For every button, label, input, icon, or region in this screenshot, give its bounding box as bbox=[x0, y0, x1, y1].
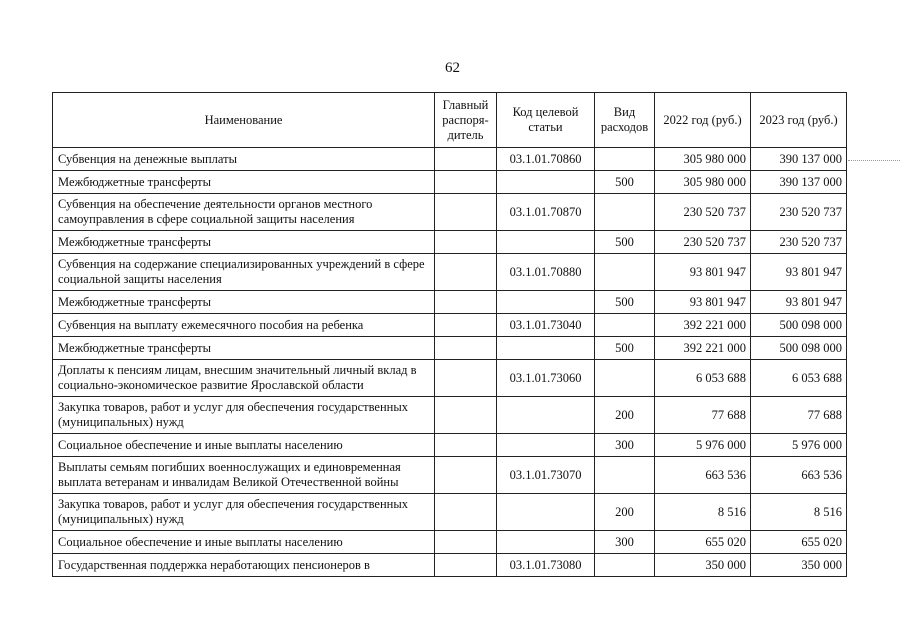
cell-main-manager bbox=[435, 291, 497, 314]
cell-expense-type bbox=[595, 457, 655, 494]
cell-2022: 392 221 000 bbox=[655, 314, 751, 337]
cell-2023: 230 520 737 bbox=[751, 231, 847, 254]
cell-name: Выплаты семьям погибших военнослужащих и единовременная выплата ветеранам и инвалидам Великой Отечественной войны bbox=[53, 457, 435, 494]
cell-expense-type bbox=[595, 554, 655, 577]
cell-2023: 390 137 000 bbox=[751, 148, 847, 171]
table-row bbox=[53, 434, 847, 457]
cell-2022: 93 801 947 bbox=[655, 254, 751, 291]
cell-2023: 77 688 bbox=[751, 397, 847, 434]
table-row bbox=[53, 457, 847, 494]
cell-expense-type bbox=[595, 360, 655, 397]
cell-expense-type bbox=[595, 194, 655, 231]
cell-name: Закупка товаров, работ и услуг для обеспечения государственных (муниципальных) нужд bbox=[53, 397, 435, 434]
cell-main-manager bbox=[435, 457, 497, 494]
cell-main-manager bbox=[435, 360, 497, 397]
cell-name: Государственная поддержка неработающих пенсионеров в bbox=[53, 554, 435, 577]
cell-2022: 663 536 bbox=[655, 457, 751, 494]
cell-expense-type: 200 bbox=[595, 494, 655, 531]
cell-2022: 93 801 947 bbox=[655, 291, 751, 314]
cell-2023: 93 801 947 bbox=[751, 254, 847, 291]
cell-main-manager bbox=[435, 554, 497, 577]
table-row bbox=[53, 148, 847, 171]
budget-table bbox=[52, 92, 847, 577]
cell-2023: 5 976 000 bbox=[751, 434, 847, 457]
header-target-code: Код целевой статьи bbox=[497, 93, 595, 148]
cell-target-code bbox=[497, 231, 595, 254]
cell-expense-type: 500 bbox=[595, 231, 655, 254]
cell-2023: 350 000 bbox=[751, 554, 847, 577]
cell-2022: 392 221 000 bbox=[655, 337, 751, 360]
cell-name: Субвенция на денежные выплаты bbox=[53, 148, 435, 171]
table-row bbox=[53, 314, 847, 337]
cell-2023: 93 801 947 bbox=[751, 291, 847, 314]
cell-name: Субвенция на содержание специализированных учреждений в сфере социальной защиты населения bbox=[53, 254, 435, 291]
cell-target-code bbox=[497, 291, 595, 314]
cell-2023: 663 536 bbox=[751, 457, 847, 494]
cell-name: Межбюджетные трансферты bbox=[53, 337, 435, 360]
cell-target-code: 03.1.01.70880 bbox=[497, 254, 595, 291]
header-name: Наименование bbox=[53, 93, 435, 148]
cell-target-code: 03.1.01.73060 bbox=[497, 360, 595, 397]
cell-target-code bbox=[497, 434, 595, 457]
cell-expense-type: 500 bbox=[595, 337, 655, 360]
page-number: 62 bbox=[445, 60, 460, 76]
cell-2022: 655 020 bbox=[655, 531, 751, 554]
cell-2022: 230 520 737 bbox=[655, 231, 751, 254]
cell-expense-type: 200 bbox=[595, 397, 655, 434]
table-row bbox=[53, 554, 847, 577]
table-row bbox=[53, 531, 847, 554]
table-row bbox=[53, 171, 847, 194]
cell-2023: 500 098 000 bbox=[751, 337, 847, 360]
header-expense-type: Вид расходов bbox=[595, 93, 655, 148]
cell-2022: 6 053 688 bbox=[655, 360, 751, 397]
cell-main-manager bbox=[435, 337, 497, 360]
table-row bbox=[53, 231, 847, 254]
cell-2023: 6 053 688 bbox=[751, 360, 847, 397]
table-row bbox=[53, 397, 847, 434]
cell-name: Межбюджетные трансферты bbox=[53, 231, 435, 254]
cell-name: Межбюджетные трансферты bbox=[53, 171, 435, 194]
cell-main-manager bbox=[435, 314, 497, 337]
cell-name: Закупка товаров, работ и услуг для обеспечения государственных (муниципальных) нужд bbox=[53, 494, 435, 531]
cell-2023: 390 137 000 bbox=[751, 171, 847, 194]
table-header-row bbox=[53, 93, 847, 148]
cell-target-code: 03.1.01.73080 bbox=[497, 554, 595, 577]
cell-name: Социальное обеспечение и иные выплаты населению bbox=[53, 531, 435, 554]
cell-main-manager bbox=[435, 231, 497, 254]
cell-name: Субвенция на выплату ежемесячного пособия на ребенка bbox=[53, 314, 435, 337]
cell-2023: 500 098 000 bbox=[751, 314, 847, 337]
header-2022: 2022 год (руб.) bbox=[655, 93, 751, 148]
table-row bbox=[53, 254, 847, 291]
table-row bbox=[53, 360, 847, 397]
cell-2022: 350 000 bbox=[655, 554, 751, 577]
cell-name: Доплаты к пенсиям лицам, внесшим значительный личный вклад в социально-экономическое развитие Ярославской области bbox=[53, 360, 435, 397]
cell-target-code: 03.1.01.73070 bbox=[497, 457, 595, 494]
cell-2023: 655 020 bbox=[751, 531, 847, 554]
cell-name: Субвенция на обеспечение деятельности органов местного самоуправления в сфере социальной защиты населения bbox=[53, 194, 435, 231]
cell-target-code bbox=[497, 171, 595, 194]
table-row bbox=[53, 291, 847, 314]
cell-2023: 8 516 bbox=[751, 494, 847, 531]
cell-main-manager bbox=[435, 434, 497, 457]
cell-main-manager bbox=[435, 171, 497, 194]
dotted-leader bbox=[848, 160, 900, 161]
cell-2023: 230 520 737 bbox=[751, 194, 847, 231]
cell-main-manager bbox=[435, 254, 497, 291]
cell-expense-type: 300 bbox=[595, 531, 655, 554]
cell-main-manager bbox=[435, 148, 497, 171]
cell-name: Социальное обеспечение и иные выплаты населению bbox=[53, 434, 435, 457]
cell-target-code: 03.1.01.70860 bbox=[497, 148, 595, 171]
table-row bbox=[53, 494, 847, 531]
cell-target-code bbox=[497, 531, 595, 554]
cell-main-manager bbox=[435, 397, 497, 434]
cell-name: Межбюджетные трансферты bbox=[53, 291, 435, 314]
cell-target-code: 03.1.01.73040 bbox=[497, 314, 595, 337]
table-row bbox=[53, 194, 847, 231]
cell-2022: 8 516 bbox=[655, 494, 751, 531]
cell-expense-type: 500 bbox=[595, 291, 655, 314]
cell-2022: 77 688 bbox=[655, 397, 751, 434]
cell-main-manager bbox=[435, 194, 497, 231]
cell-expense-type bbox=[595, 148, 655, 171]
table-row bbox=[53, 337, 847, 360]
cell-expense-type bbox=[595, 254, 655, 291]
cell-2022: 230 520 737 bbox=[655, 194, 751, 231]
cell-2022: 305 980 000 bbox=[655, 148, 751, 171]
cell-target-code bbox=[497, 397, 595, 434]
cell-expense-type bbox=[595, 314, 655, 337]
cell-2022: 5 976 000 bbox=[655, 434, 751, 457]
cell-main-manager bbox=[435, 494, 497, 531]
cell-expense-type: 300 bbox=[595, 434, 655, 457]
header-2023: 2023 год (руб.) bbox=[751, 93, 847, 148]
header-main-manager: Главный распоря-дитель bbox=[435, 93, 497, 148]
cell-2022: 305 980 000 bbox=[655, 171, 751, 194]
cell-target-code bbox=[497, 337, 595, 360]
cell-target-code: 03.1.01.70870 bbox=[497, 194, 595, 231]
cell-main-manager bbox=[435, 531, 497, 554]
cell-target-code bbox=[497, 494, 595, 531]
cell-expense-type: 500 bbox=[595, 171, 655, 194]
